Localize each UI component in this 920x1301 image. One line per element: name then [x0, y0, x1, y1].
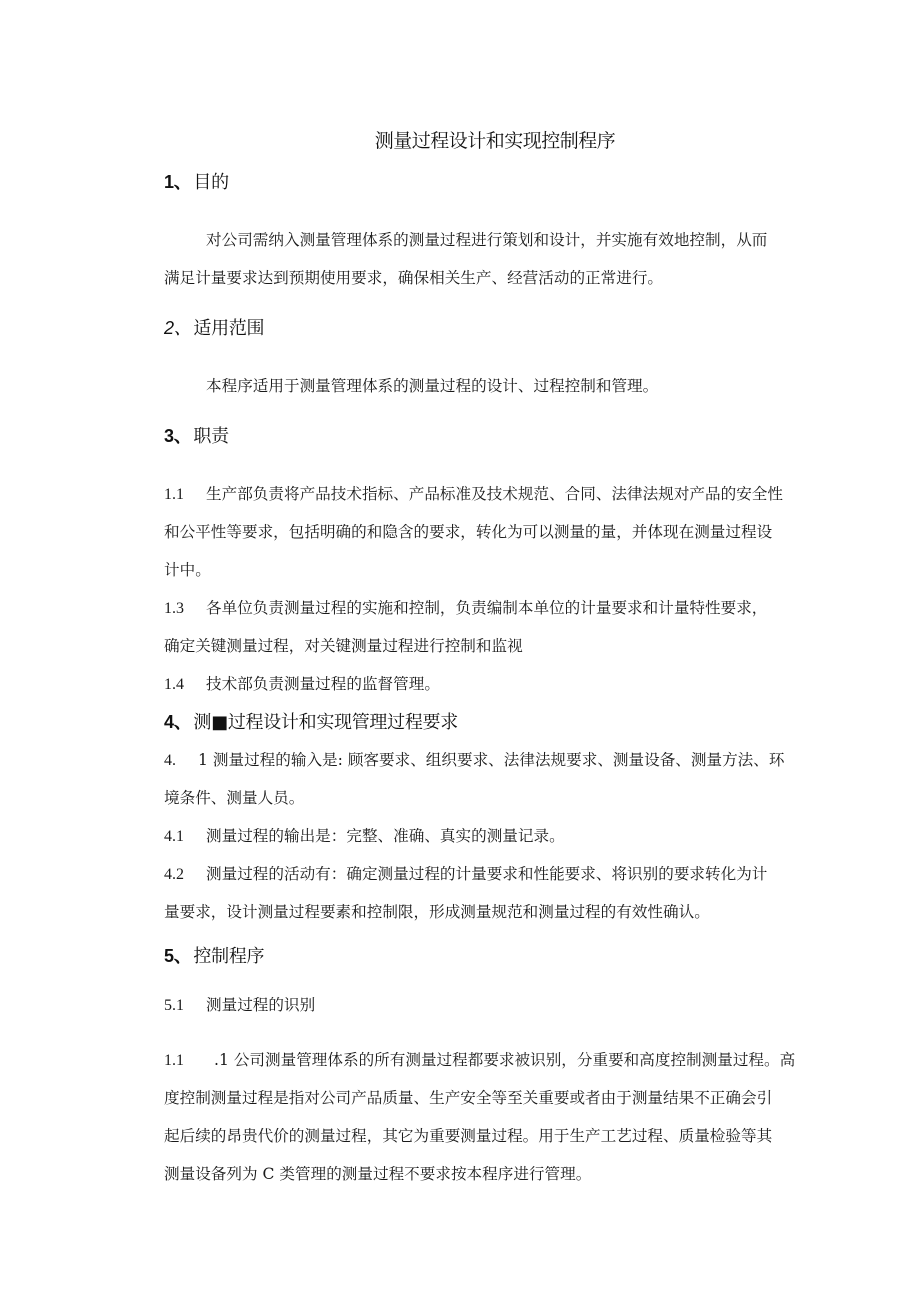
section-4-item-3-text: 测量过程的活动有：确定测量过程的计量要求和性能要求、将识别的要求转化为计 [206, 865, 768, 883]
section-5-item-2-line-1 [164, 1041, 828, 1080]
section-1-title: 目的 [193, 172, 229, 193]
section-5-item-1-number: 5.1 [164, 997, 184, 1014]
section-2-title: 适用范围 [193, 318, 265, 339]
section-1-number: 1、 [164, 172, 192, 192]
section-4-item-1-line-2: 境条件、测量人员。 [164, 789, 305, 807]
section-3-item-1-line-2: 和公平性等要求，包括明确的和隐含的要求，转化为可以测量的量，并体现在测量过程设 [164, 523, 773, 541]
section-5-title: 控制程序 [193, 946, 265, 967]
section-1-heading [164, 168, 229, 194]
section-3-number: 3、 [164, 426, 192, 446]
section-3-heading [164, 422, 229, 448]
section-4-item-3-line-2: 量要求，设计测量过程要素和控制限，形成测量规范和测量过程的有效性确认。 [164, 903, 710, 921]
section-3-item-2-line-2: 确定关键测量过程，对关键测量过程进行控制和监视 [164, 637, 523, 655]
section-5-item-2-number: 1.1 [164, 1052, 184, 1069]
section-5-item-2-line-2: 度控制测量过程是指对公司产品质量、生产安全等至关重要或者由于测量结果不正确会引 [164, 1089, 773, 1107]
section-3-item-1-line-3: 计中。 [164, 561, 211, 579]
section-4-title: 测■过程设计和实现管理过程要求 [193, 712, 458, 733]
section-3-item-3-number: 1.4 [164, 676, 184, 693]
section-2-heading [164, 314, 264, 340]
section-5-number: 5、 [164, 946, 192, 966]
section-4-heading [164, 708, 458, 734]
section-3-title: 职责 [193, 426, 229, 447]
section-3-item-2-text: 各单位负责测量过程的实施和控制，负责编制本单位的计量要求和计量特性要求， [206, 599, 768, 617]
section-4-item-1-text: 1 测量过程的输入是: 顾客要求、组织要求、法律法规要求、测量设备、测量方法、环 [198, 751, 785, 769]
section-1-text-line-1: 对公司需纳入测量管理体系的测量过程进行策划和设计，并实施有效地控制，从而 [206, 231, 768, 249]
section-4-number: 4、 [164, 712, 192, 732]
section-5-item-1-text: 测量过程的识别 [206, 996, 316, 1014]
document-title: 测量过程设计和实现控制程序 [374, 130, 616, 152]
section-4-item-1-number: 4. [164, 752, 176, 769]
section-4-item-3-number: 4.2 [164, 866, 184, 883]
section-3-item-1-text: 生产部负责将产品技术指标、产品标准及技术规范、合同、法律法规对产品的安全性 [206, 485, 783, 503]
section-5-item-2-text: .1 公司测量管理体系的所有测量过程都要求被识别，分重要和高度控制测量过程。高 [214, 1051, 796, 1069]
section-4-item-3-line-1 [164, 855, 828, 894]
section-4-item-2-text: 测量过程的输出是：完整、准确、真实的测量记录。 [206, 827, 565, 845]
section-5-item-2-line-4: 测量设备列为 C 类管理的测量过程不要求按本程序进行管理。 [164, 1165, 592, 1183]
section-4-item-2-line-1 [164, 817, 828, 856]
section-3-item-1-number: 1.1 [164, 486, 184, 503]
section-3-item-1-line-1 [164, 475, 828, 514]
section-1-text-line-2: 满足计量要求达到预期使用要求，确保相关生产、经营活动的正常进行。 [164, 269, 664, 287]
section-5-heading [164, 942, 264, 968]
section-3-item-3-text: 技术部负责测量过程的监督管理。 [206, 675, 440, 693]
section-2-text: 本程序适用于测量管理体系的测量过程的设计、过程控制和管理。 [206, 377, 659, 395]
section-5-item-1-line-1 [164, 986, 828, 1025]
section-3-item-3-line-1 [164, 665, 828, 704]
section-4-item-2-number: 4.1 [164, 828, 184, 845]
section-5-item-2-line-3: 起后续的昂贵代价的测量过程，其它为重要测量过程。用于生产工艺过程、质量检验等其 [164, 1127, 773, 1145]
section-4-item-1-line-1 [164, 741, 828, 780]
section-2-number: 2、 [164, 318, 192, 338]
section-3-item-2-line-1 [164, 589, 828, 628]
section-3-item-2-number: 1.3 [164, 600, 184, 617]
